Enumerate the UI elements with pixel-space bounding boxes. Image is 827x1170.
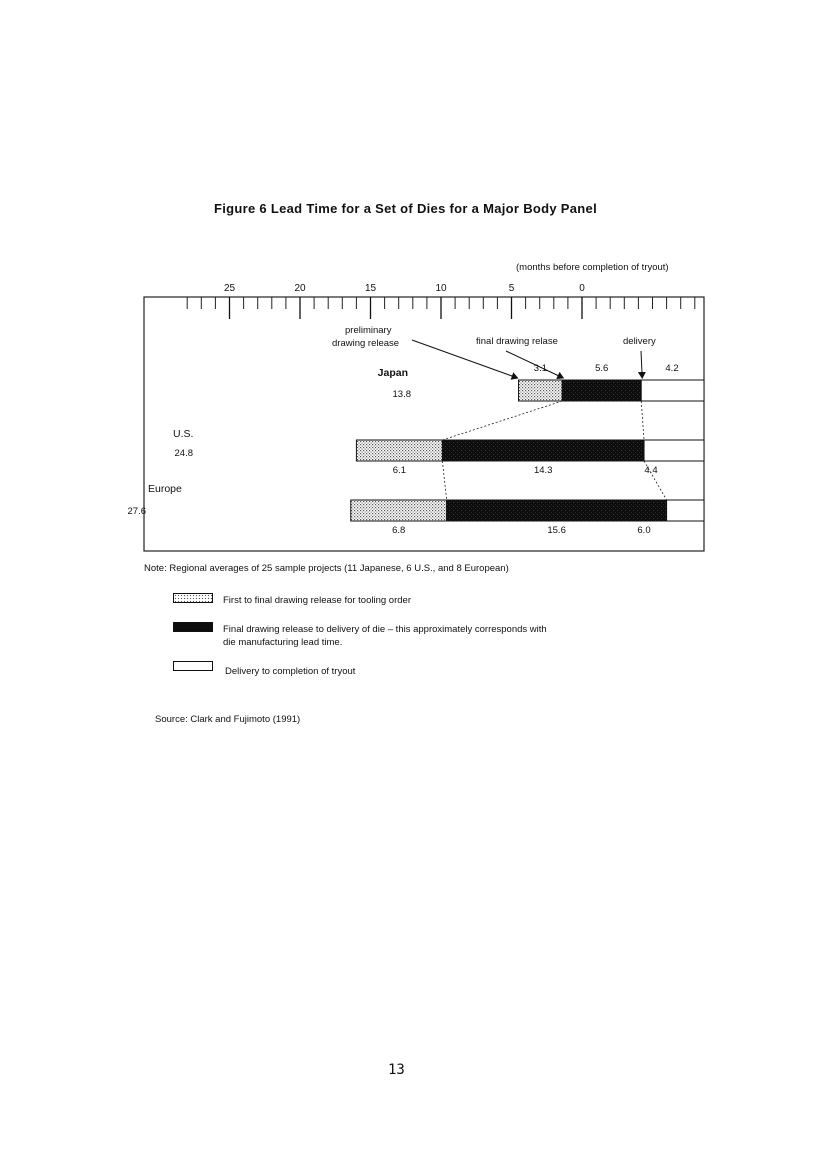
x-tick-label-25: 25 <box>223 283 236 294</box>
value-label-japan-white: 4.2 <box>665 363 679 374</box>
legend-label-black-line1: Final drawing release to delivery of die – this approximately corresponds with <box>223 624 547 635</box>
value-label-europe-dotted: 6.8 <box>392 525 406 536</box>
connector-final-release <box>442 461 446 500</box>
value-label-japan-black: 5.6 <box>595 363 609 374</box>
source-text: Source: Clark and Fujimoto (1991) <box>155 714 301 725</box>
x-tick-label-10: 10 <box>435 283 447 294</box>
legend-label-white: Delivery to completion of tryout <box>225 666 356 677</box>
bar-japan-white <box>641 380 704 401</box>
bar-europe-dotted <box>351 500 447 521</box>
legend-swatch-dotted <box>173 593 213 603</box>
legend-label-black-line2: die manufacturing lead time. <box>223 637 343 648</box>
value-label-europe-black: 15.6 <box>547 525 566 536</box>
legend-swatch-black <box>173 622 213 632</box>
page-number: 13 <box>388 1062 405 1078</box>
value-label-europe-white: 6.0 <box>637 525 651 536</box>
value-label-us-dotted: 6.1 <box>392 465 407 476</box>
bar-us-black <box>442 440 644 461</box>
category-label-us: U.S. <box>173 428 194 440</box>
bar-us-white <box>644 440 704 461</box>
connector-delivery <box>641 401 644 440</box>
bar-japan-dotted <box>519 380 563 401</box>
x-tick-label-15: 15 <box>364 283 377 294</box>
annotation-delivery: delivery <box>623 336 656 347</box>
bar-europe-white <box>667 500 704 521</box>
arrow-delivery <box>641 351 642 378</box>
total-label-europe: 27.6 <box>127 506 146 517</box>
value-label-us-white: 4.4 <box>644 465 658 476</box>
total-label-us: 24.8 <box>174 448 193 459</box>
x-tick-label-5: 5 <box>508 283 515 294</box>
annotation-preliminary-line1: preliminary <box>345 325 392 336</box>
annotation-final-release: final drawing relase <box>476 336 558 347</box>
annotation-preliminary-line2: drawing release <box>332 338 400 349</box>
bar-us-dotted <box>356 440 442 461</box>
bar-europe-black <box>447 500 667 521</box>
category-label-japan: Japan <box>377 367 408 379</box>
figure-title: Figure 6 Lead Time for a Set of Dies for a Major Body Panel <box>214 201 597 216</box>
axis-unit-label: (months before completion of tryout) <box>516 262 669 273</box>
value-label-japan-dotted: 3.1 <box>533 363 548 374</box>
x-tick-label-0: 0 <box>579 283 585 294</box>
connector-final-release <box>442 401 562 440</box>
legend-label-dotted: First to final drawing release for tooling order <box>223 595 411 606</box>
total-label-japan: 13.8 <box>392 389 411 400</box>
value-label-us-black: 14.3 <box>533 465 553 476</box>
legend-swatch-white <box>173 661 213 671</box>
x-tick-label-20: 20 <box>294 283 306 294</box>
bar-japan-black <box>562 380 641 401</box>
category-label-europe: Europe <box>148 483 182 495</box>
note-text: Note: Regional averages of 25 sample projects (11 Japanese, 6 U.S., and 8 European) <box>144 563 509 574</box>
